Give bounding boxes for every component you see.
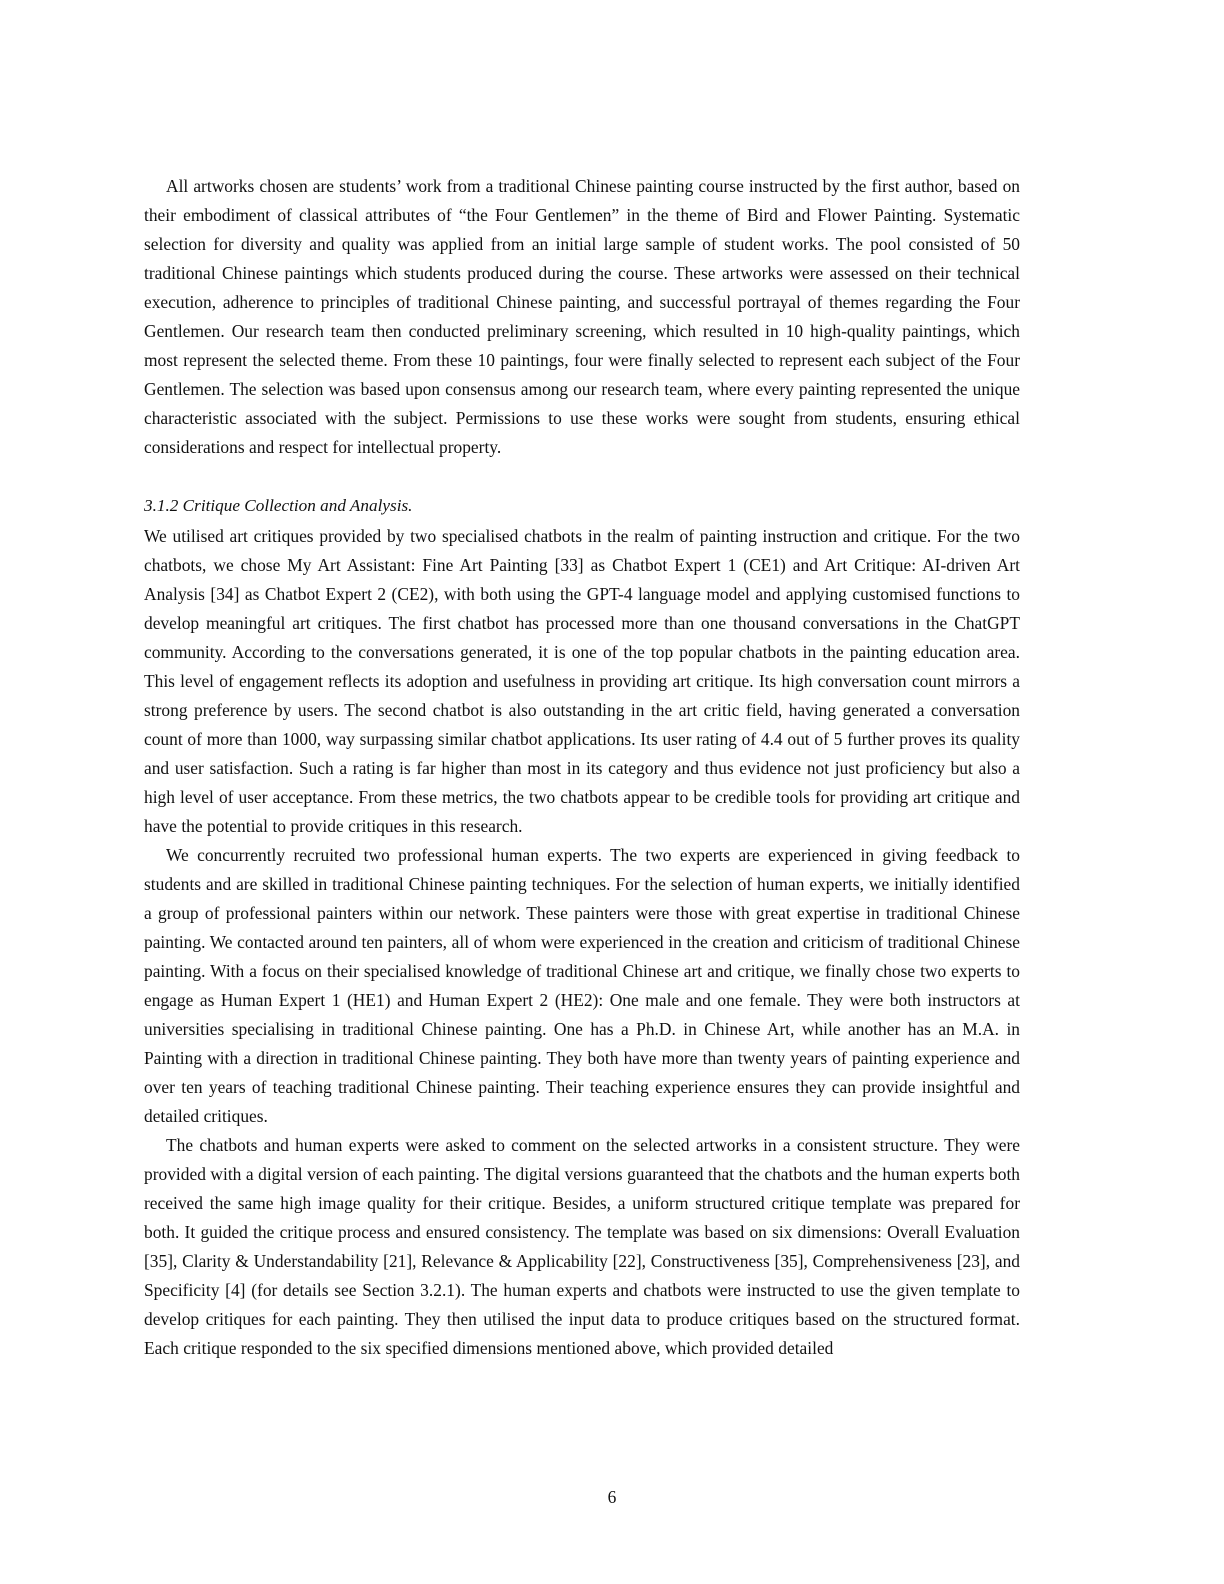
paragraph-critique-template: The chatbots and human experts were asked to comment on the selected artworks in a consistent structure. They were provided with a digital version of each painting. The digital versions guaranteed that the chatbots and the human experts both received the same high image quality for their critique. Besides, a uniform structured critique template was prepared for both. It guided the critique process and ensured consistency. The template was based on six dimensions: Overall Evaluation [35], Clarity & Understandability [21], Relevance & Applicability [22], Constructiveness [35], Comprehensiveness [23], and Specificity [4] (for details see Section 3.2.1). The human experts and chatbots were instructed to use the given template to develop critiques for each painting. They then utilised the input data to produce critiques based on the structured format. Each critique responded to the six specified dimensions mentioned above, which provided detailed	[144, 1135, 1020, 1358]
section-heading-3-1-2: 3.1.2 Critique Collection and Analysis.	[144, 496, 413, 515]
paragraph-artwork-selection: All artworks chosen are students’ work from a traditional Chinese painting course instructed by the first author, based on their embodiment of classical attributes of “the Four Gentlemen” in the theme of Bird and Flower Painting. Systematic selection for diversity and quality was applied from an initial large sample of student works. The pool consisted of 50 traditional Chinese paintings which students produced during the course. These artworks were assessed on their technical execution, adherence to principles of traditional Chinese painting, and successful portrayal of themes regarding the Four Gentlemen. Our research team then conducted preliminary screening, which resulted in 10 high-quality paintings, which most represent the selected theme. From these 10 paintings, four were finally selected to represent each subject of the Four Gentlemen. The selection was based upon consensus among our research team, where every painting represented the unique characteristic associated with the subject. Permissions to use these works were sought from students, ensuring ethical considerations and respect for intellectual property.	[144, 176, 1020, 457]
spacer-before-heading	[144, 462, 1020, 491]
paragraph-human-experts: We concurrently recruited two professional human experts. The two experts are experienced in giving feedback to students and are skilled in traditional Chinese painting techniques. For the selection of human experts, we initially identified a group of professional painters within our network. These painters were those with great expertise in traditional Chinese painting. We contacted around ten painters, all of whom were experienced in the creation and criticism of traditional Chinese painting. With a focus on their specialised knowledge of traditional Chinese art and critique, we finally chose two experts to engage as Human Expert 1 (HE1) and Human Expert 2 (HE2): One male and one female. They were both instructors at universities specialising in traditional Chinese painting. One has a Ph.D. in Chinese Art, while another has an M.A. in Painting with a direction in traditional Chinese painting. They both have more than twenty years of painting experience and over ten years of teaching traditional Chinese painting. Their teaching experience ensures they can provide insightful and detailed critiques.	[144, 845, 1020, 1126]
page-content-column	[144, 172, 1020, 1363]
page-number: 6	[607, 1487, 617, 1507]
paragraph-chatbot-experts: We utilised art critiques provided by two specialised chatbots in the realm of painting instruction and critique. For the two chatbots, we chose My Art Assistant: Fine Art Painting [33] as Chatbot Expert 1 (CE1) and Art Critique: AI-driven Art Analysis [34] as Chatbot Expert 2 (CE2), with both using the GPT-4 language model and applying customised functions to develop meaningful art critiques. The first chatbot has processed more than one thousand conversations in the ChatGPT community. According to the conversations generated, it is one of the top popular chatbots in the painting education area. This level of engagement reflects its adoption and usefulness in providing art critique. Its high conversation count mirrors a strong preference by users. The second chatbot is also outstanding in the art critic field, having generated a conversation count of more than 1000, way surpassing similar chatbot applications. Its user rating of 4.4 out of 5 further proves its quality and user satisfaction. Such a rating is far higher than most in its category and thus evidence not just proficiency but also a high level of user acceptance. From these metrics, the two chatbots appear to be credible tools for providing art critique and have the potential to provide critiques in this research.	[144, 526, 1020, 836]
